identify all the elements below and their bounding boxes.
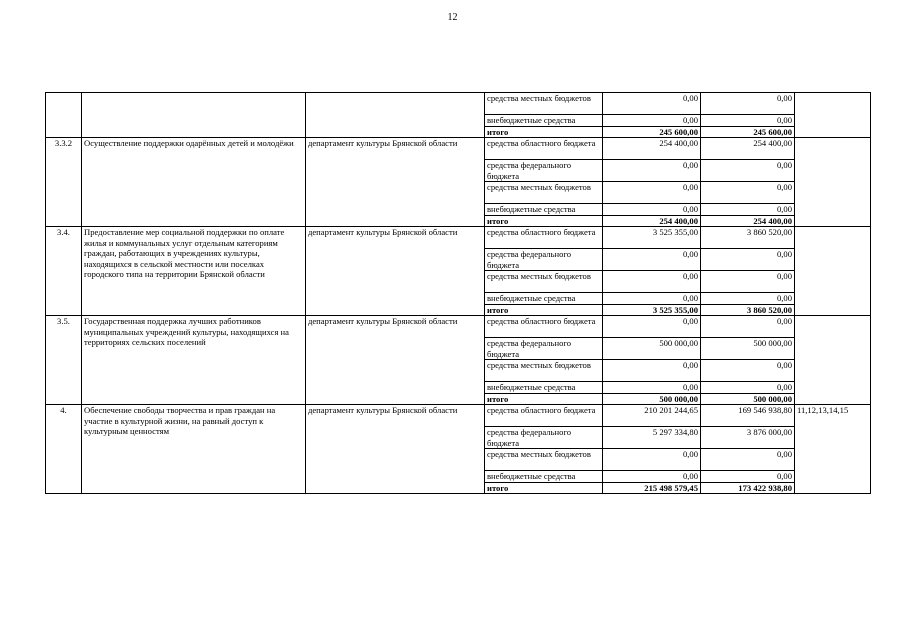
item-number: 4. <box>46 405 82 494</box>
value-cell: 3 860 520,00 <box>701 227 795 249</box>
value-cell: 0,00 <box>603 360 701 382</box>
value-cell: 0,00 <box>603 182 701 204</box>
indicators: 11,12,13,14,15 <box>795 405 871 494</box>
executor: департамент культуры Брянской области <box>306 227 485 316</box>
item-number: 3.4. <box>46 227 82 316</box>
item-name: Осуществление поддержки одарённых детей и молодёжи <box>82 138 306 227</box>
value-cell: 210 201 244,65 <box>603 405 701 427</box>
table-row <box>46 316 871 338</box>
indicators <box>795 138 871 227</box>
value-cell: 5 297 334,80 <box>603 427 701 449</box>
source-label: средства областного бюджета <box>485 227 603 249</box>
value-cell: 0,00 <box>603 160 701 182</box>
source-label: итого <box>485 126 603 138</box>
value-cell: 500 000,00 <box>603 338 701 360</box>
item-name: Обеспечение свободы творчества и прав граждан на участие в культурной жизни, на равный доступ к культурным ценностям <box>82 405 306 494</box>
value-cell: 173 422 938,80 <box>701 482 795 494</box>
source-label: средства местных бюджетов <box>485 182 603 204</box>
source-label: внебюджетные средства <box>485 204 603 216</box>
value-cell: 215 498 579,45 <box>603 482 701 494</box>
value-cell: 0,00 <box>701 204 795 216</box>
value-cell: 0,00 <box>603 204 701 216</box>
value-cell: 0,00 <box>701 249 795 271</box>
value-cell: 0,00 <box>701 115 795 127</box>
source-label: итого <box>485 393 603 405</box>
value-cell: 3 860 520,00 <box>701 304 795 316</box>
source-label: средства областного бюджета <box>485 138 603 160</box>
item-number: 3.5. <box>46 316 82 405</box>
value-cell: 3 876 000,00 <box>701 427 795 449</box>
source-label: средства областного бюджета <box>485 405 603 427</box>
table-body <box>46 93 871 494</box>
value-cell: 0,00 <box>603 382 701 394</box>
value-cell: 0,00 <box>701 182 795 204</box>
value-cell: 0,00 <box>701 293 795 305</box>
indicators-cell <box>795 93 871 138</box>
value-cell: 500 000,00 <box>603 393 701 405</box>
value-cell: 0,00 <box>603 471 701 483</box>
source-label: средства федерального бюджета <box>485 427 603 449</box>
value-cell: 0,00 <box>603 449 701 471</box>
source-label: средства федерального бюджета <box>485 249 603 271</box>
budget-table <box>45 92 871 494</box>
table-row <box>46 227 871 249</box>
value-cell: 0,00 <box>701 449 795 471</box>
executor: департамент культуры Брянской области <box>306 138 485 227</box>
executor-cell <box>306 93 485 138</box>
value-cell: 0,00 <box>603 293 701 305</box>
item-number: 3.3.2 <box>46 138 82 227</box>
value-cell: 0,00 <box>701 382 795 394</box>
value-cell: 254 400,00 <box>701 138 795 160</box>
source-label: средства федерального бюджета <box>485 160 603 182</box>
value-cell: 0,00 <box>603 93 701 115</box>
value-cell: 3 525 355,00 <box>603 304 701 316</box>
source-label: итого <box>485 304 603 316</box>
value-cell: 0,00 <box>701 93 795 115</box>
value-cell: 0,00 <box>603 249 701 271</box>
source-label: итого <box>485 482 603 494</box>
value-cell: 0,00 <box>603 316 701 338</box>
value-cell: 0,00 <box>701 160 795 182</box>
source-label: итого <box>485 215 603 227</box>
item-name: Предоставление мер социальной поддержки по оплате жилья и коммунальных услуг отдельным категориям граждан, работающих в учреждениях культуры, находящихся в сельской местности или поселках городского типа на территории Брянской области <box>82 227 306 316</box>
source-label: средства федерального бюджета <box>485 338 603 360</box>
item-name-cell <box>82 93 306 138</box>
value-cell: 254 400,00 <box>603 215 701 227</box>
source-label: внебюджетные средства <box>485 115 603 127</box>
source-label: средства местных бюджетов <box>485 360 603 382</box>
value-cell: 0,00 <box>701 360 795 382</box>
value-cell: 500 000,00 <box>701 393 795 405</box>
indicators <box>795 227 871 316</box>
value-cell: 169 546 938,80 <box>701 405 795 427</box>
value-cell: 254 400,00 <box>701 215 795 227</box>
source-label: средства местных бюджетов <box>485 449 603 471</box>
indicators <box>795 316 871 405</box>
source-label: средства областного бюджета <box>485 316 603 338</box>
source-label: внебюджетные средства <box>485 471 603 483</box>
item-number-cell <box>46 93 82 138</box>
page-number: 12 <box>447 12 458 23</box>
value-cell: 245 600,00 <box>603 126 701 138</box>
value-cell: 0,00 <box>603 115 701 127</box>
value-cell: 254 400,00 <box>603 138 701 160</box>
value-cell: 3 525 355,00 <box>603 227 701 249</box>
value-cell: 0,00 <box>603 271 701 293</box>
executor: департамент культуры Брянской области <box>306 405 485 494</box>
value-cell: 0,00 <box>701 271 795 293</box>
value-cell: 500 000,00 <box>701 338 795 360</box>
value-cell: 0,00 <box>701 316 795 338</box>
value-cell: 245 600,00 <box>701 126 795 138</box>
source-label: внебюджетные средства <box>485 382 603 394</box>
item-name: Государственная поддержка лучших работников муниципальных учреждений культуры, находящихся на территориях сельских поселений <box>82 316 306 405</box>
source-label: средства местных бюджетов <box>485 271 603 293</box>
executor: департамент культуры Брянской области <box>306 316 485 405</box>
table-row <box>46 405 871 427</box>
table-row <box>46 138 871 160</box>
value-cell: 0,00 <box>701 471 795 483</box>
table-row <box>46 93 871 115</box>
source-label: внебюджетные средства <box>485 293 603 305</box>
source-label: средства местных бюджетов <box>485 93 603 115</box>
